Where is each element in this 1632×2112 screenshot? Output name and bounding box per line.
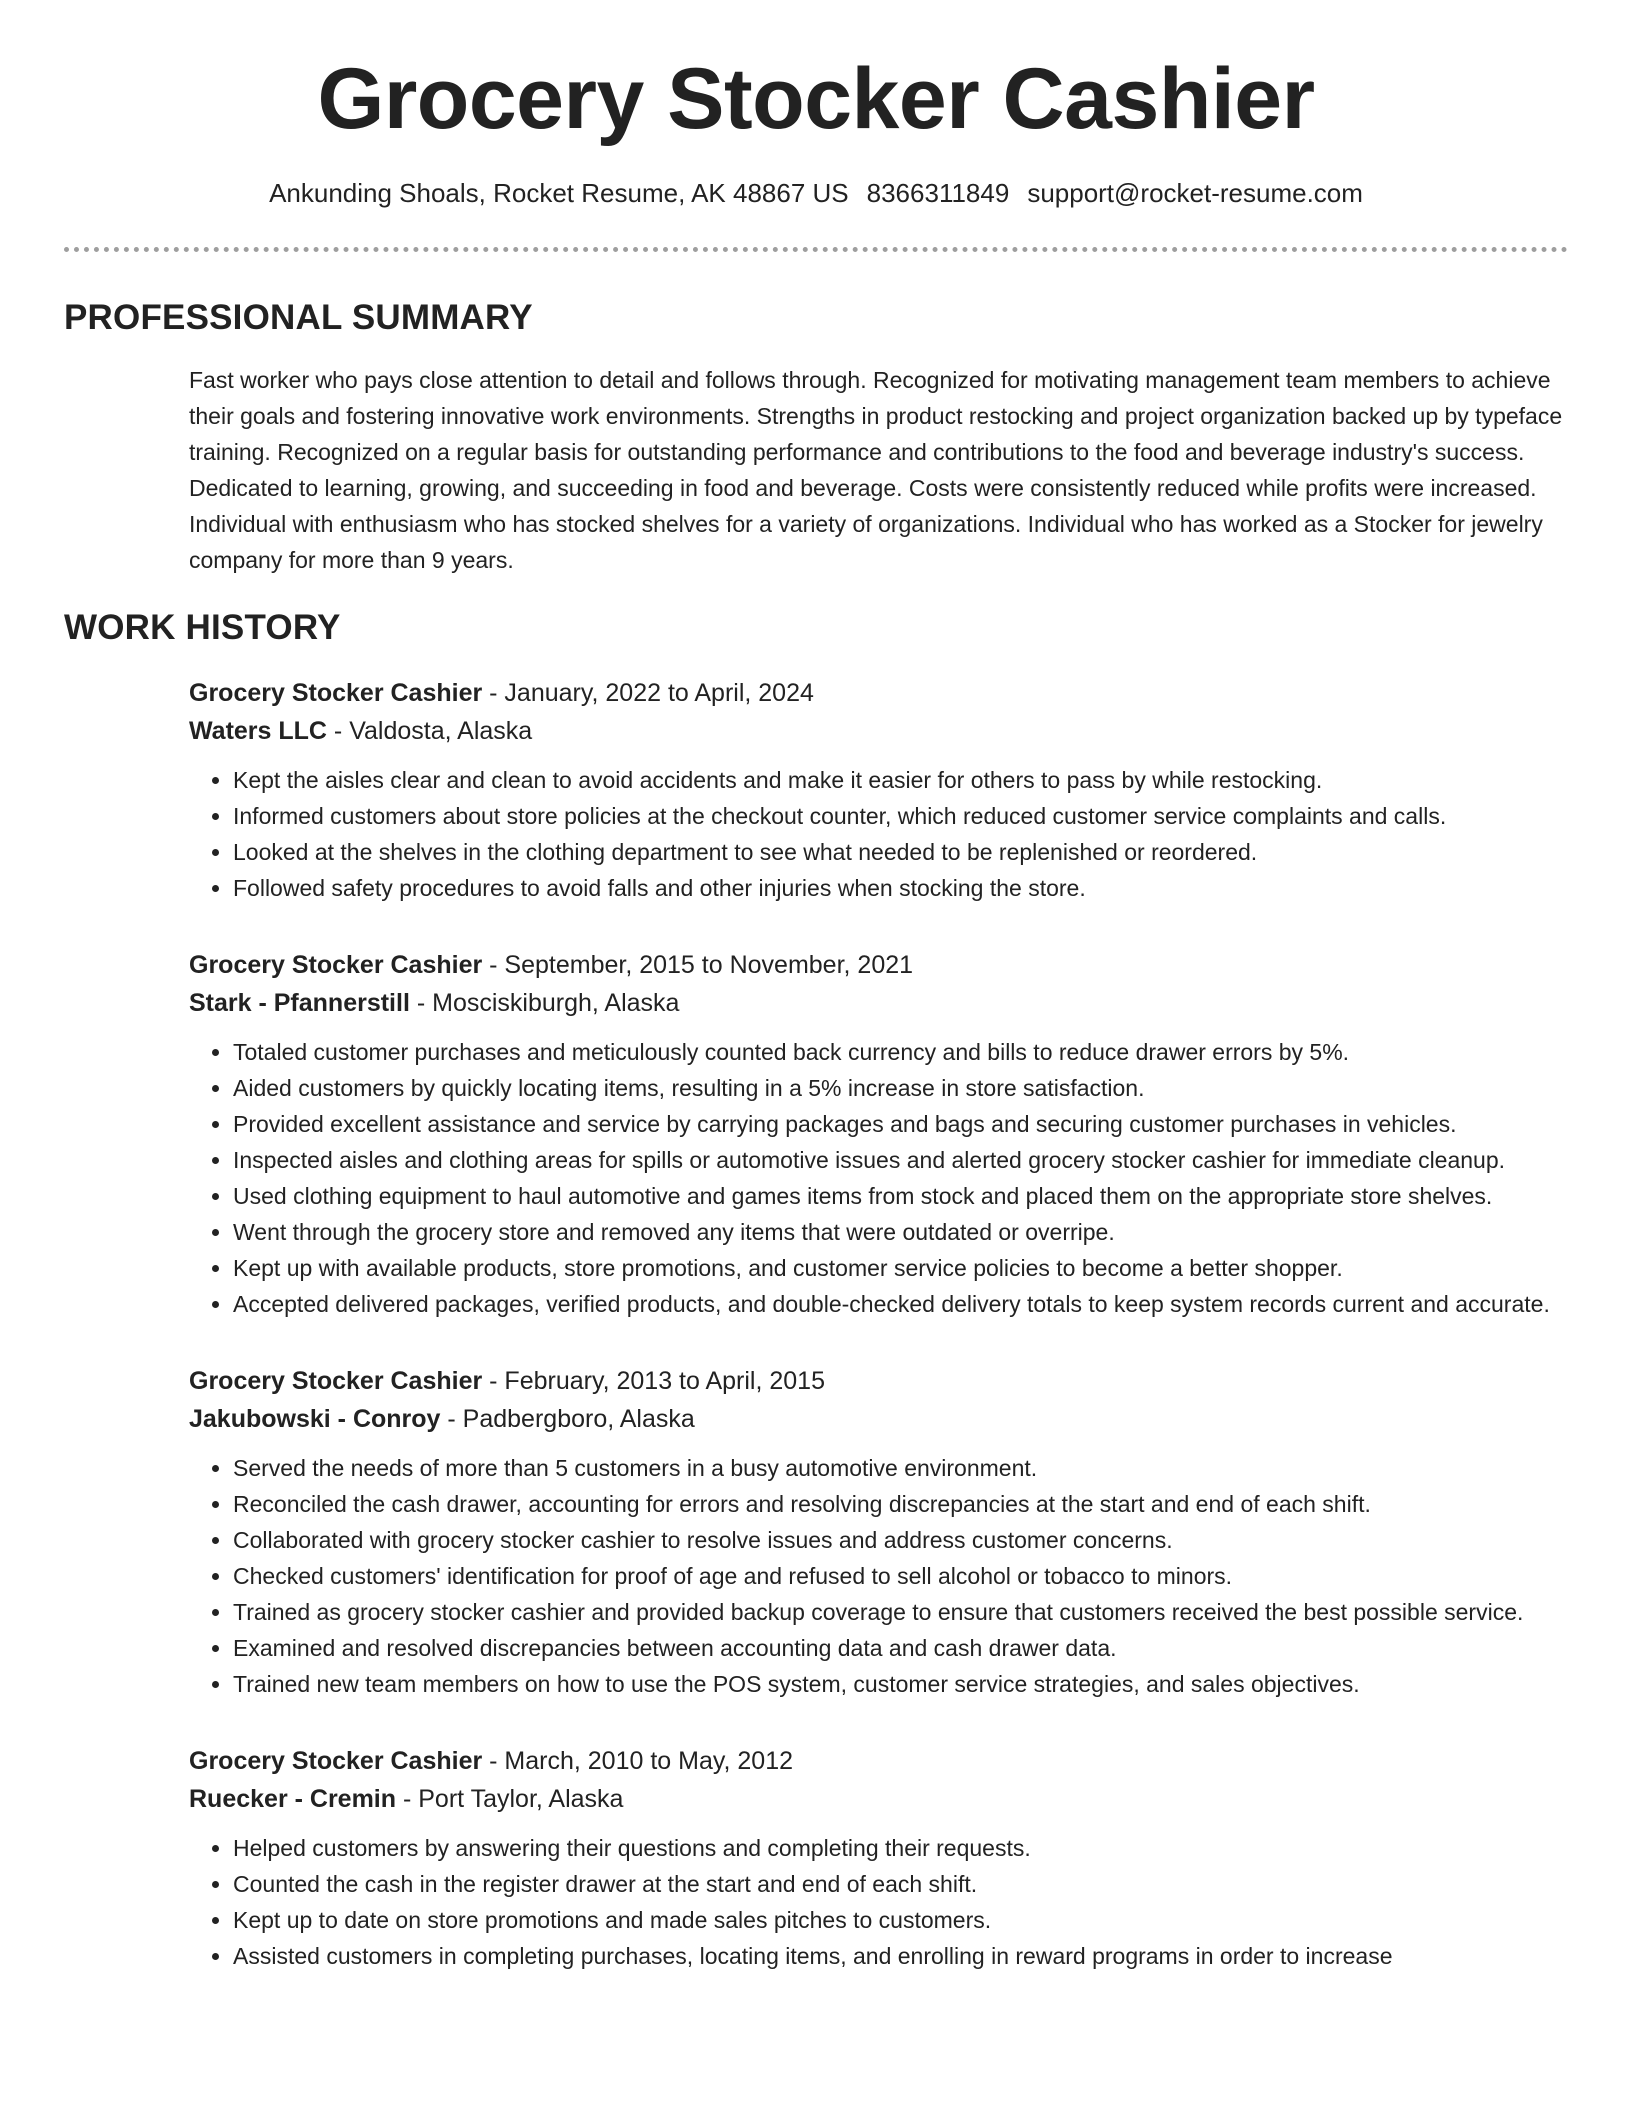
job-bullet: • Collaborated with grocery stocker cashier to resolve issues and address customer concerns. (233, 1522, 1568, 1558)
job-bullet: • Accepted delivered packages, verified products, and double-checked delivery totals to keep system records current and accurate. (233, 1286, 1568, 1322)
job-role: Grocery Stocker Cashier (189, 1367, 483, 1395)
job-bullet: • Looked at the shelves in the clothing department to see what needed to be replenished or reordered. (233, 834, 1568, 870)
job-title-line (189, 946, 1568, 984)
job-company: Ruecker - Cremin (189, 1785, 397, 1813)
job-bullet: • Examined and resolved discrepancies between accounting data and cash drawer data. (233, 1630, 1568, 1666)
contact-line (0, 178, 1632, 209)
work-history-list (189, 674, 1568, 1974)
job-bullet: • Trained as grocery stocker cashier and provided backup coverage to ensure that customers received the best possible service. (233, 1594, 1568, 1630)
job-location: - Valdosta, Alaska (326, 717, 533, 745)
job-bullet: • Provided excellent assistance and service by carrying packages and bags and securing customer purchases in vehicles. (233, 1106, 1568, 1142)
job-company: Waters LLC (189, 717, 327, 745)
job-bullet: • Reconciled the cash drawer, accounting for errors and resolving discrepancies at the start and end of each shift. (233, 1486, 1568, 1522)
job-dates: - September, 2015 to November, 2021 (482, 951, 914, 979)
job-title-line (189, 674, 1568, 712)
candidate-name: Grocery Stocker Cashier (317, 51, 1315, 147)
job-bullet: • Assisted customers in completing purchases, locating items, and enrolling in reward programs in order to increase (233, 1938, 1568, 1974)
summary-text: Fast worker who pays close attention to detail and follows through. Recognized for motivating management team members to achieve their goals and fostering innovative work environments. Strengths in product restocking and project organization backed up by typeface training. Recognized on a regular basis for outstanding performance and contributions to the food and beverage industry's success. Dedicated to learning, growing, and succeeding in food and beverage. Costs were consistently reduced while profits were increased. Individual with enthusiasm who has stocked shelves for a variety of organizations. Individual who has worked as a Stocker for jewelry company for more than 9 years. (189, 367, 1563, 573)
job-bullet: • Aided customers by quickly locating items, resulting in a 5% increase in store satisfaction. (233, 1070, 1568, 1106)
job-bullet: • Inspected aisles and clothing areas for spills or automotive issues and alerted grocery stocker cashier for immediate cleanup. (233, 1142, 1568, 1178)
job-role: Grocery Stocker Cashier (189, 1747, 483, 1775)
work-history-heading: WORK HISTORY (64, 608, 341, 647)
job-bullets (189, 762, 1568, 906)
resume-header (0, 0, 1632, 209)
job-title-line (189, 1742, 1568, 1780)
job-location: - Port Taylor, Alaska (396, 1785, 624, 1813)
job-bullet: • Kept the aisles clear and clean to avoid accidents and make it easier for others to pass by while restocking. (233, 762, 1568, 798)
job-bullets (189, 1034, 1568, 1322)
job-title-line (189, 1362, 1568, 1400)
summary-heading: PROFESSIONAL SUMMARY (64, 298, 533, 337)
job-company-line (189, 1400, 1568, 1438)
job-bullet: • Counted the cash in the register drawer at the start and end of each shift. (233, 1866, 1568, 1902)
job-dates: - March, 2010 to May, 2012 (482, 1747, 794, 1775)
job-company: Jakubowski - Conroy (189, 1405, 441, 1433)
job-bullets (189, 1450, 1568, 1702)
job-bullet: • Checked customers' identification for proof of age and refused to sell alcohol or tobacco to minors. (233, 1558, 1568, 1594)
job-location: - Mosciskiburgh, Alaska (409, 989, 680, 1017)
job-bullet: • Informed customers about store policies at the checkout counter, which reduced customer service complaints and calls. (233, 798, 1568, 834)
contact-phone: 8366311849 (866, 178, 1010, 208)
job-company: Stark - Pfannerstill (189, 989, 410, 1017)
contact-address: Ankunding Shoals, Rocket Resume, AK 48867 US (269, 178, 849, 208)
job-dates: - February, 2013 to April, 2015 (482, 1367, 825, 1395)
job-bullets (189, 1830, 1568, 1974)
contact-email: support@rocket-resume.com (1027, 178, 1363, 208)
job-company-line (189, 1780, 1568, 1818)
job-company-line (189, 984, 1568, 1022)
job-bullet: • Helped customers by answering their questions and completing their requests. (233, 1830, 1568, 1866)
job-bullet: • Followed safety procedures to avoid falls and other injuries when stocking the store. (233, 870, 1568, 906)
header-divider (64, 247, 1568, 252)
job-bullet: • Totaled customer purchases and meticulously counted back currency and bills to reduce drawer errors by 5%. (233, 1034, 1568, 1070)
job-entry (189, 674, 1568, 906)
job-dates: - January, 2022 to April, 2024 (482, 679, 814, 707)
job-location: - Padbergboro, Alaska (440, 1405, 695, 1433)
job-bullet: • Served the needs of more than 5 customers in a busy automotive environment. (233, 1450, 1568, 1486)
job-entry (189, 1362, 1568, 1702)
job-role: Grocery Stocker Cashier (189, 951, 483, 979)
job-bullet: • Used clothing equipment to haul automotive and games items from stock and placed them on the appropriate store shelves. (233, 1178, 1568, 1214)
job-company-line (189, 712, 1568, 750)
job-entry (189, 946, 1568, 1322)
job-bullet: • Went through the grocery store and removed any items that were outdated or overripe. (233, 1214, 1568, 1250)
job-bullet: • Trained new team members on how to use the POS system, customer service strategies, and sales objectives. (233, 1666, 1568, 1702)
job-bullet: • Kept up with available products, store promotions, and customer service policies to become a better shopper. (233, 1250, 1568, 1286)
job-bullet: • Kept up to date on store promotions and made sales pitches to customers. (233, 1902, 1568, 1938)
job-entry (189, 1742, 1568, 1974)
job-role: Grocery Stocker Cashier (189, 679, 483, 707)
